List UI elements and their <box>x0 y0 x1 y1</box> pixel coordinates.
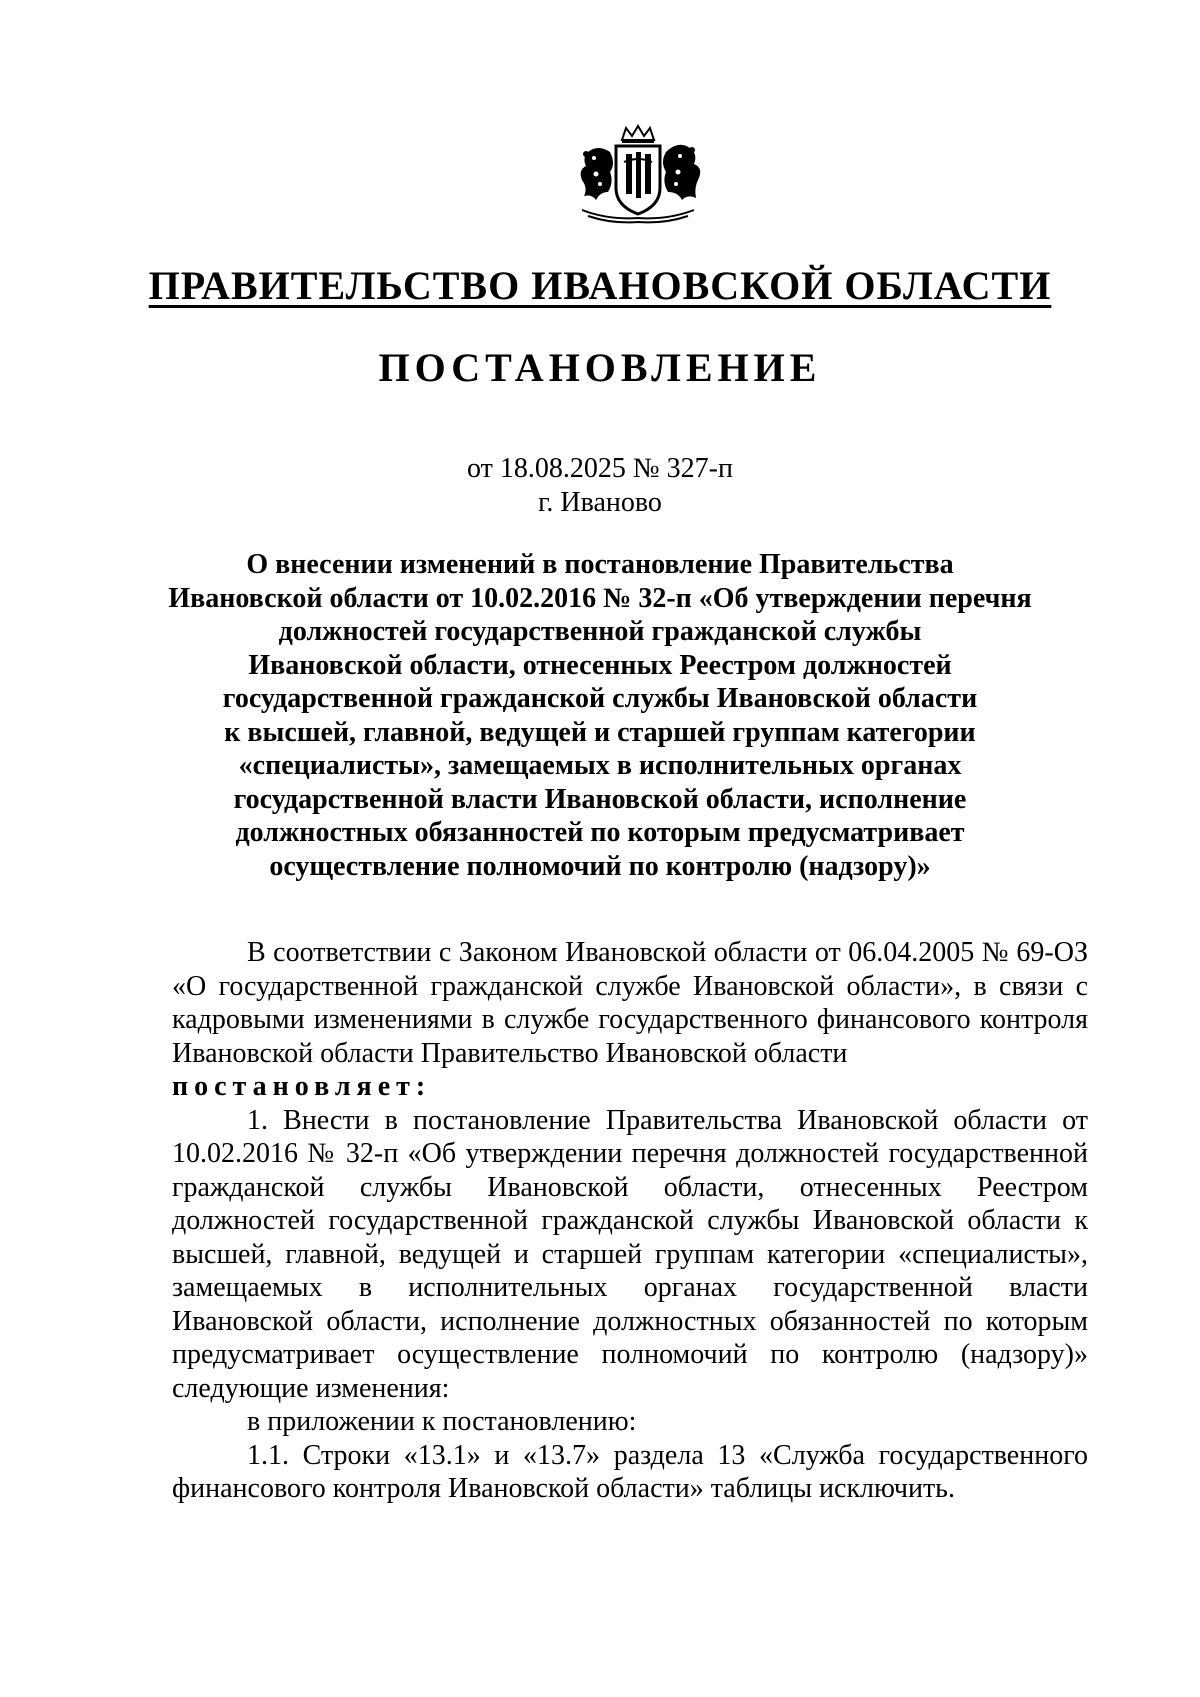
government-title-text: ПРАВИТЕЛЬСТВО ИВАНОВСКОЙ ОБЛАСТИ <box>148 263 1052 308</box>
item-1-1-paragraph: 1.1. Строки «13.1» и «13.7» раздела 13 «Служба государственного финансового контроля Ивановской области» таблицы исключить. <box>172 1439 1088 1504</box>
subject-line: осуществление полномочий по контролю (надзору)» <box>269 850 931 882</box>
subject-line: Ивановской области, отнесенных Реестром должностей <box>248 649 952 681</box>
coat-of-arms-icon <box>564 122 712 226</box>
government-title <box>0 262 1200 310</box>
subject-line: должностей государственной гражданской службы <box>278 616 922 647</box>
subject-line: Ивановской области от 10.02.2016 № 32-п «Об утверждении перечня <box>168 582 1032 614</box>
document-meta <box>0 452 1200 520</box>
subject-line: государственной гражданской службы Ивановской области <box>222 683 978 714</box>
document-date-number: от 18.08.2025 № 327-п <box>467 453 733 484</box>
decree-paragraph <box>172 1070 1088 1104</box>
item-1-intro-paragraph: в приложении к постановлению: <box>247 1406 637 1437</box>
document-subject <box>150 548 1050 883</box>
document-body <box>172 936 1088 1506</box>
subject-line: к высшей, главной, ведущей и старшей группам категории <box>224 716 976 748</box>
subject-line: должностных обязанностей по которым предусматривает <box>235 817 965 848</box>
item-1-paragraph: 1. Внести в постановление Правительства Ивановской области от 10.02.2016 № 32-п «Об утверждении перечня должностей государственной гражданской службы Ивановской области, отнесенных Реестром должностей государственной гражданской службы Ивановской области к высшей, главной, ведущей и старшей группам категории «специалисты», замещаемых в исполнительных органах государственной власти Ивановской области, исполнение должностных обязанностей по которым предусматривает осуществление полномочий по контролю (надзору)» следующие изменения: <box>172 1104 1088 1404</box>
subject-line: «специалисты», замещаемых в исполнительных органах <box>238 750 962 781</box>
document-city: г. Иваново <box>538 487 662 518</box>
decree-word: постановляет: <box>172 1071 432 1102</box>
preamble-paragraph: В соответствии с Законом Ивановской области от 06.04.2005 № 69-ОЗ «О государственной гражданской службе Ивановской области», в связи с кадровыми изменениями в службе государственного финансового контроля Ивановской области Правительство Ивановской области <box>172 937 1088 1069</box>
subject-line: государственной власти Ивановской области, исполнение <box>233 783 967 815</box>
subject-line: О внесении изменений в постановление Правительства <box>246 549 954 580</box>
document-type: ПОСТАНОВЛЕНИЕ <box>378 345 822 390</box>
